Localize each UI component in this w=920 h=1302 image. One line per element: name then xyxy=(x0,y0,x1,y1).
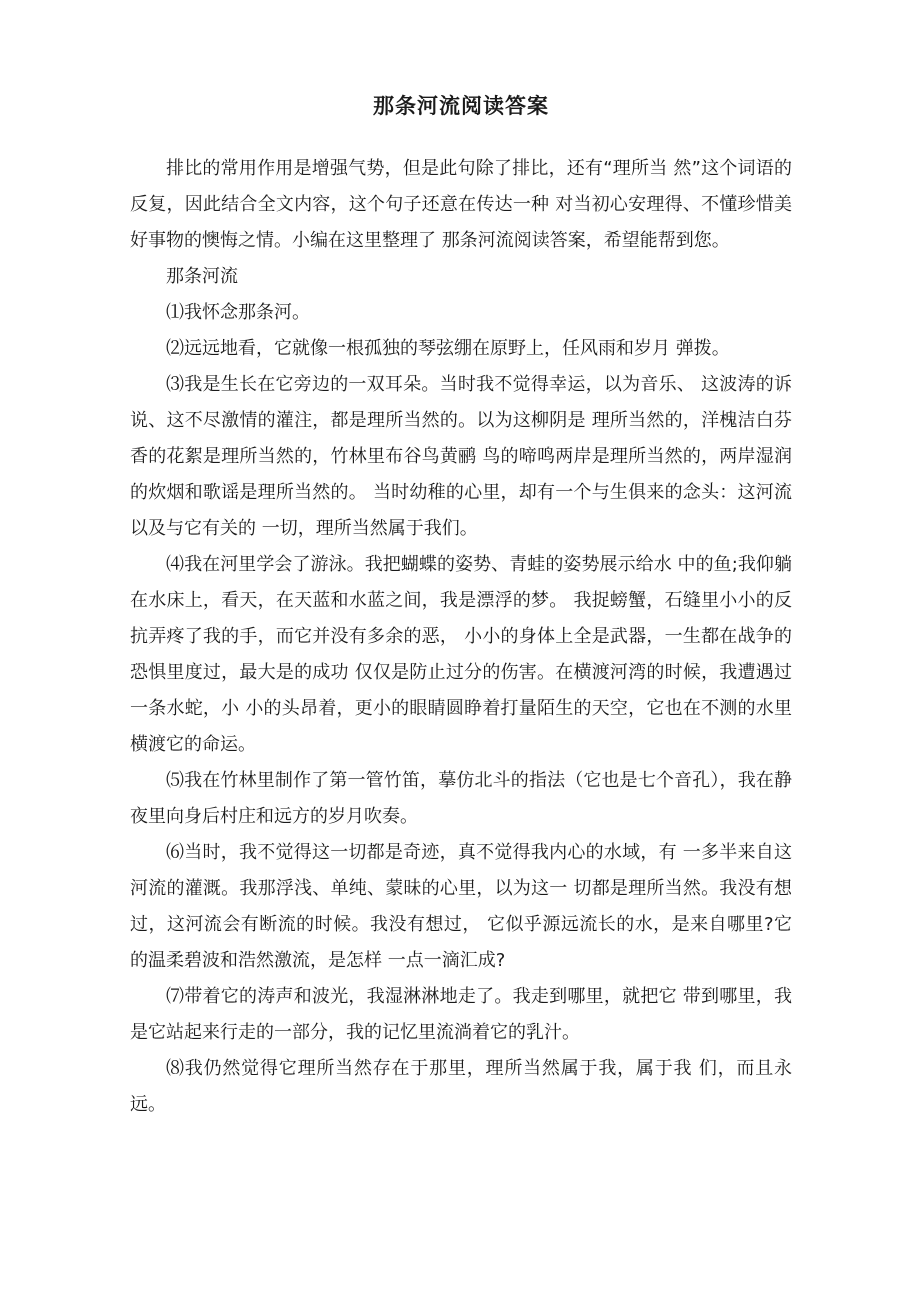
paragraph-4: ⑷我在河里学会了游泳。我把蝴蝶的姿势、青蛙的姿势展示给水 中的鱼;我仰躺在水床上，看天，在天蓝和水蓝之间，我是漂浮的梦。 我捉螃蟹，石缝里小小的反抗弄疼了我的手，而它并没有多余的恶， 小小的身体上全是武器，一生都在战争的恐惧里度过，最大是的成功 仅仅是防止过分的伤害。在横渡河湾的时候，我遭遇过一条水蛇，小 小的头昂着，更小的眼睛圆睁着打量陌生的天空，它也在不测的水里 横渡它的命运。 xyxy=(130,554,792,755)
document-page xyxy=(130,88,792,1123)
paragraph-5: ⑸我在竹林里制作了第一管竹笛，摹仿北斗的指法（它也是七个音孔），我在静夜里向身后村庄和远方的岁月吹奏。 xyxy=(130,770,792,827)
paragraph-6: ⑹当时，我不觉得这一切都是奇迹，真不觉得我内心的水域，有 一多半来自这河流的灌溉。我那浮浅、单纯、蒙昧的心里，以为这一 切都是理所当然。我没有想过，这河流会有断流的时候。我没有想过， 它似乎源远流长的水，是来自哪里?它的温柔碧波和浩然激流，是怎样 一点一滴汇成? xyxy=(130,842,792,971)
intro-paragraph: 排比的常用作用是增强气势，但是此句除了排比，还有“理所当 然”这个词语的反复，因此结合全文内容，这个句子还意在传达一种 对当初心安理得、不懂珍惜美好事物的懊悔之情。小编在这里整理了 那条河流阅读答案，希望能帮到您。 xyxy=(130,158,792,251)
paragraph-8: ⑻我仍然觉得它理所当然存在于那里，理所当然属于我，属于我 们，而且永远。 xyxy=(130,1058,792,1115)
paragraph-1: ⑴我怀念那条河。 xyxy=(166,302,310,323)
article-subtitle: 那条河流 xyxy=(166,266,238,287)
paragraph-2: ⑵远远地看，它就像一根孤独的琴弦绷在原野上，任风雨和岁月 弹拨。 xyxy=(166,338,730,359)
page-title: 那条河流阅读答案 xyxy=(373,94,549,118)
paragraph-7: ⑺带着它的涛声和波光，我湿淋淋地走了。我走到哪里，就把它 带到哪里，我是它站起来行走的一部分，我的记忆里流淌着它的乳汁。 xyxy=(130,986,792,1043)
paragraph-3: ⑶我是生长在它旁边的一双耳朵。当时我不觉得幸运，以为音乐、 这波涛的诉说、这不尽激情的灌注，都是理所当然的。以为这柳阴是 理所当然的，洋槐洁白芬香的花絮是理所当然的，竹林里布谷鸟黄鹂 鸟的啼鸣两岸是理所当然的，两岸湿润的炊烟和歌谣是理所当然的。 当时幼稚的心里，却有一个与生俱来的念头：这河流以及与它有关的 一切，理所当然属于我们。 xyxy=(130,374,792,539)
